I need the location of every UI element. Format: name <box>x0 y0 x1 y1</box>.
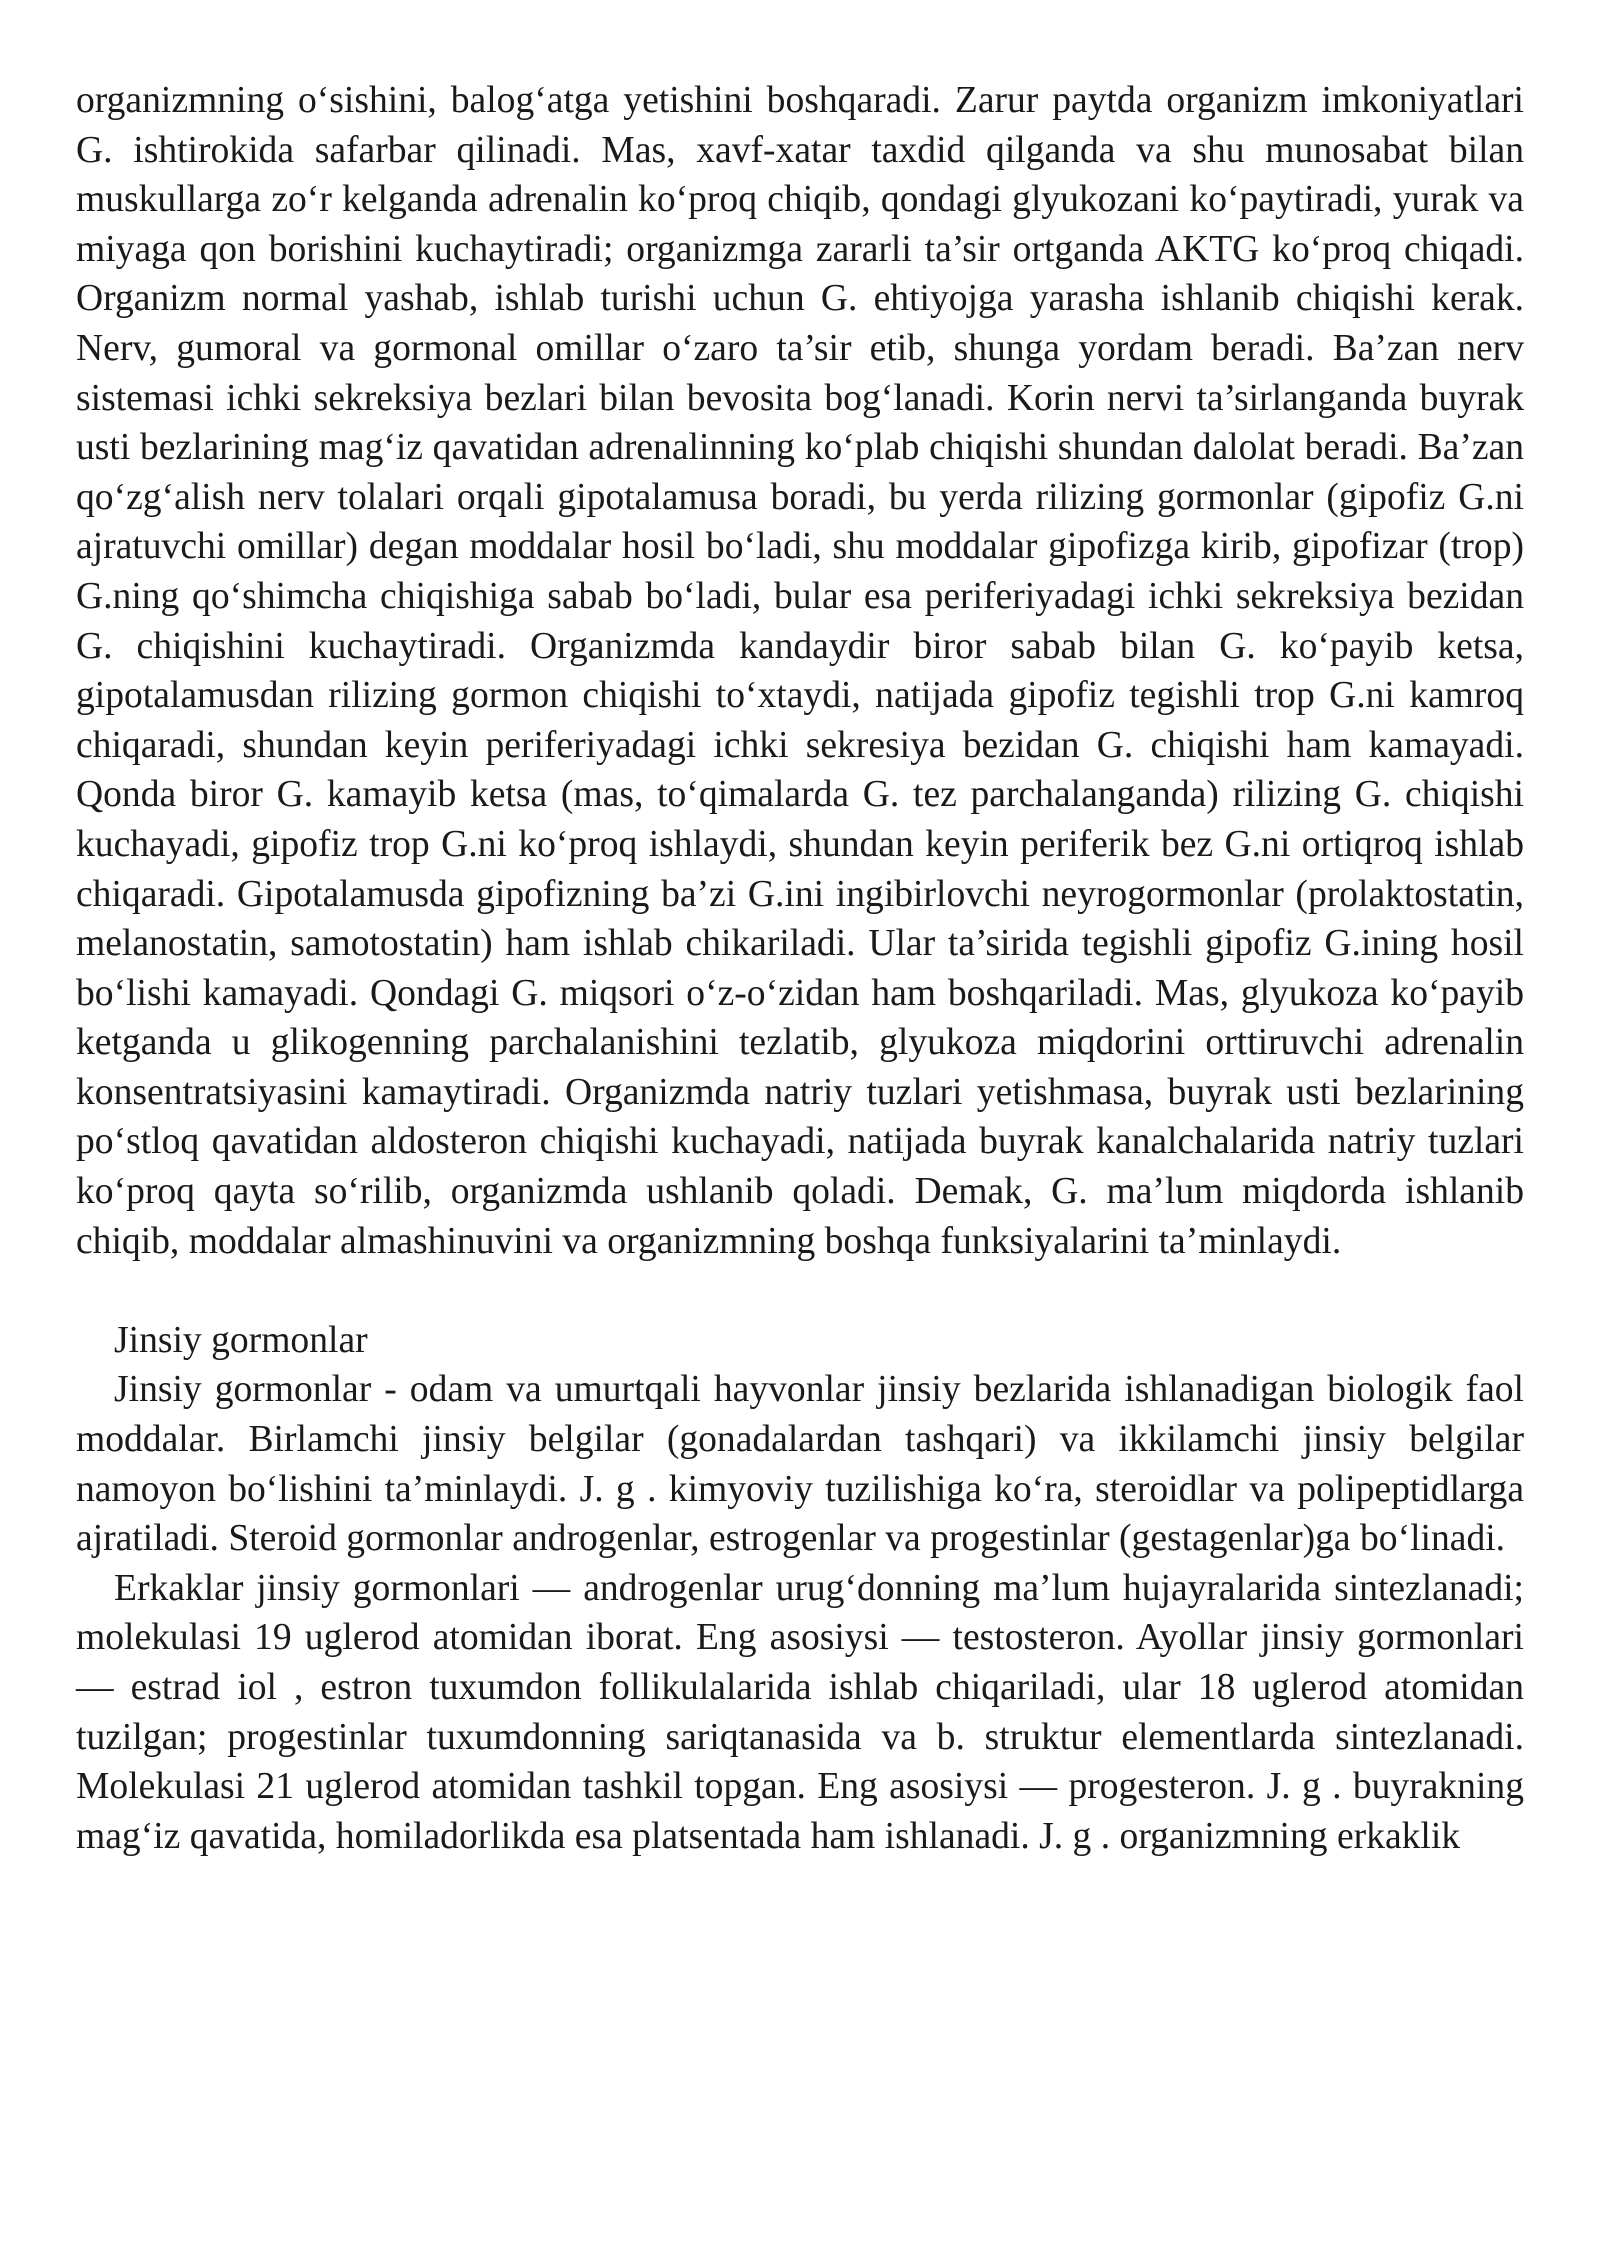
paragraph-male-female-hormones: Erkaklar jinsiy gormonlari — androgenlar urug‘donning ma’lum hujayralarida sintezlanadi; molekulasi 19 uglerod atomidan iborat. Eng asosiysi — testosteron. Ayollar jinsiy gormonlari — estrad iol , estron tuxumdon follikulalarida ishlab chiqariladi, ular 18 uglerod atomidan tuzilgan; progestinlar tuxumdonning sariqtanasida va b. struktur elementlarda sintezlanadi. Molekulasi 21 uglerod atomidan tashkil topgan. Eng asosiysi — progesteron. J. g . buyrakning mag‘iz qavatida, homiladorlikda esa platsentada ham ishlanadi. J. g . organizmning erkaklik <box>76 1567 1524 1857</box>
paragraph-hormone-regulation: organizmning o‘sishini, balog‘atga yetishini boshqaradi. Zarur paytda organizm imkoniyatlari G. ishtirokida safarbar qilinadi. Mas, xavf-xatar taxdid qilganda va shu munosabat bilan muskullarga zo‘r kelganda adrenalin ko‘proq chiqib, qondagi glyukozani ko‘paytiradi, yurak va miyaga qon borishini kuchaytiradi; organizmga zararli ta’sir ortganda AKTG ko‘proq chiqadi. Organizm normal yashab, ishlab turishi uchun G. ehtiyojga yarasha ishlanib chiqishi kerak. Nerv, gumoral va gormonal omillar o‘zaro ta’sir etib, shunga yordam beradi. Ba’zan nerv sistemasi ichki sekreksiya bezlari bilan bevosita bog‘lanadi. Korin nervi ta’sirlanganda buyrak usti bezlarining mag‘iz qavatidan adrenalinning ko‘plab chiqishi shundan dalolat beradi. Ba’zan qo‘zg‘alish nerv tolalari orqali gipotalamusa boradi, bu yerda rilizing gormonlar (gipofiz G.ni ajratuvchi omillar) degan moddalar hosil bo‘ladi, shu moddalar gipofizga kirib, gipofizar (trop) G.ning qo‘shimcha chiqishiga sabab bo‘ladi, bular esa periferiyadagi ichki sekreksiya bezidan G. chiqishini kuchaytiradi. Organizmda kandaydir biror sabab bilan G. ko‘payib ketsa, gipotalamusdan rilizing gormon chiqishi to‘xtaydi, natijada gipofiz tegishli trop G.ni kamroq chiqaradi, shundan keyin periferiyadagi ichki sekresiya bezidan G. chiqishi ham kamayadi. Qonda biror G. kamayib ketsa (mas, to‘qimalarda G. tez parchalanganda) rilizing G. chiqishi kuchayadi, gipofiz trop G.ni ko‘proq ishlaydi, shundan keyin periferik bez G.ni ortiqroq ishlab chiqaradi. Gipotalamusda gipofizning ba’zi G.ini ingibirlovchi neyrogormonlar (prolaktostatin, melanostatin, samotostatin) ham ishlab chikariladi. Ular ta’sirida tegishli gipofiz G.ining hosil bo‘lishi kamayadi. Qondagi G. miqsori o‘z-o‘zidan ham boshqariladi. Mas, glyukoza ko‘payib ketganda u glikogenning parchalanishini tezlatib, glyukoza miqdorini orttiruvchi adrenalin konsentratsiyasini kamaytiradi. Organizmda natriy tuzlari yetishmasa, buyrak usti bezlarining po‘stloq qavatidan aldosteron chiqishi kuchayadi, natijada buyrak kanalchalarida natriy tuzlari ko‘proq qayta so‘rilib, organizmda ushlanib qoladi. Demak, G. ma’lum miqdorda ishlanib chiqib, moddalar almashinuvini va organizmning boshqa funksiyalarini ta’minlaydi. <box>76 80 1524 1262</box>
section-heading-sex-hormones: Jinsiy gormonlar <box>114 1319 368 1361</box>
paragraph-sex-hormones-definition: Jinsiy gormonlar - odam va umurtqali hayvonlar jinsiy bezlarida ishlanadigan biologik faol moddalar. Birlamchi jinsiy belgilar (gonadalardan tashqari) va ikkilamchi jinsiy belgilar namoyon bo‘lishini ta’minlaydi. J. g . kimyoviy tuzilishiga ko‘ra, steroidlar va polipeptidlarga ajratiladi. Steroid gormonlar androgenlar, estrogenlar va progestinlar (gestagenlar)ga bo‘linadi. <box>76 1369 1524 1560</box>
document-page <box>76 76 1524 1861</box>
